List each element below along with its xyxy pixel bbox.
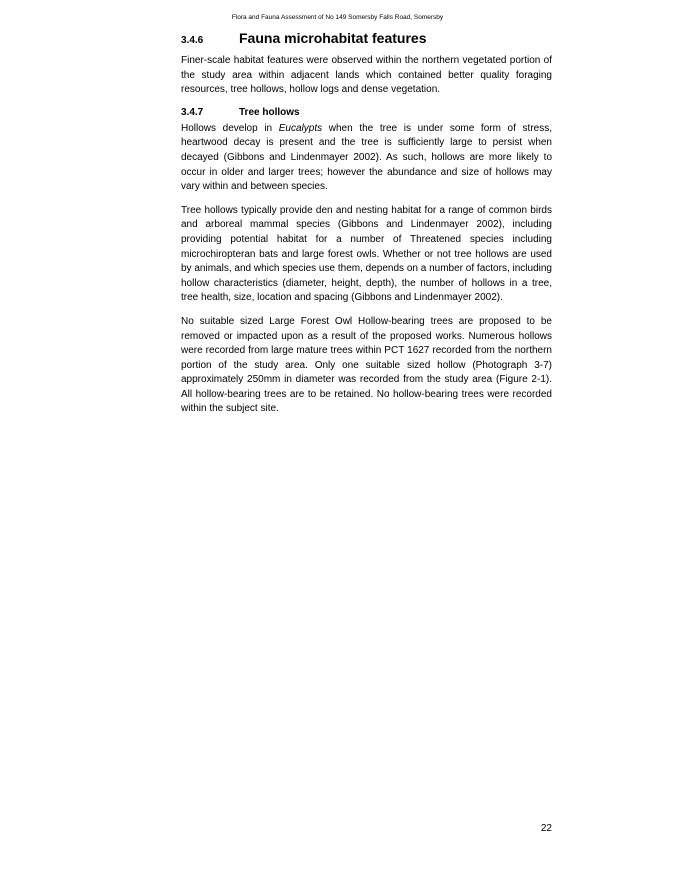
paragraph-hollows-develop (181, 122, 552, 195)
section-title: Fauna microhabitat features (239, 30, 427, 46)
section-heading-tree-hollows (181, 107, 552, 118)
page-content (181, 30, 552, 426)
section-number: 3.4.7 (181, 106, 204, 118)
paragraph-text: Hollows develop in (181, 122, 279, 134)
page-number: 22 (540, 823, 552, 834)
section-heading-fauna-microhabitat (181, 30, 552, 46)
paragraph-hollows-habitat: Tree hollows typically provide den and nesting habitat for a range of common birds and arboreal mammal species (Gibbons and Lindenmayer 2002), including providing potential habitat for a number of Threatened species including microchiropteran bats and large forest owls. Whether or not tree hollows are used by animals, and which species use them, depends on a number of factors, including hollow characteristics (diameter, height, depth), the number of hollows in a tree, tree health, size, location and spacing (Gibbons and Lindenmayer 2002). (181, 204, 552, 304)
species-name-italic: Eucalypts (278, 122, 323, 134)
running-header: Flora and Fauna Assessment of No 149 Somersby Falls Road, Somersby (231, 14, 444, 21)
paragraph-text: when the tree is under some form of stress, heartwood decay is present and the tree is sufficiently large to persist when decayed (Gibbons and Lindenmayer 2002). As such, hollows are more likely to occur in older and larger trees; however the abundance and size of hollows may vary within and between species. (181, 122, 552, 193)
section-title: Tree hollows (239, 106, 300, 118)
section-number: 3.4.6 (181, 35, 204, 46)
paragraph-microhabitat: Finer-scale habitat features were observed within the northern vegetated portion of the study area within adjacent lands which contained better quality foraging resources, tree hollows, hollow logs and dense vegetation. (181, 55, 552, 96)
paragraph-hollows-findings: No suitable sized Large Forest Owl Hollow-bearing trees are proposed to be removed or impacted upon as a result of the proposed works. Numerous hollows were recorded from large mature trees within PCT 1627 recorded from the northern portion of the study area. Only one suitable sized hollow (Photograph 3-7) approximately 250mm in diameter was recorded from the study area (Figure 2-1). All hollow-bearing trees are to be retained. No hollow-bearing trees were recorded within the subject site. (181, 315, 552, 415)
